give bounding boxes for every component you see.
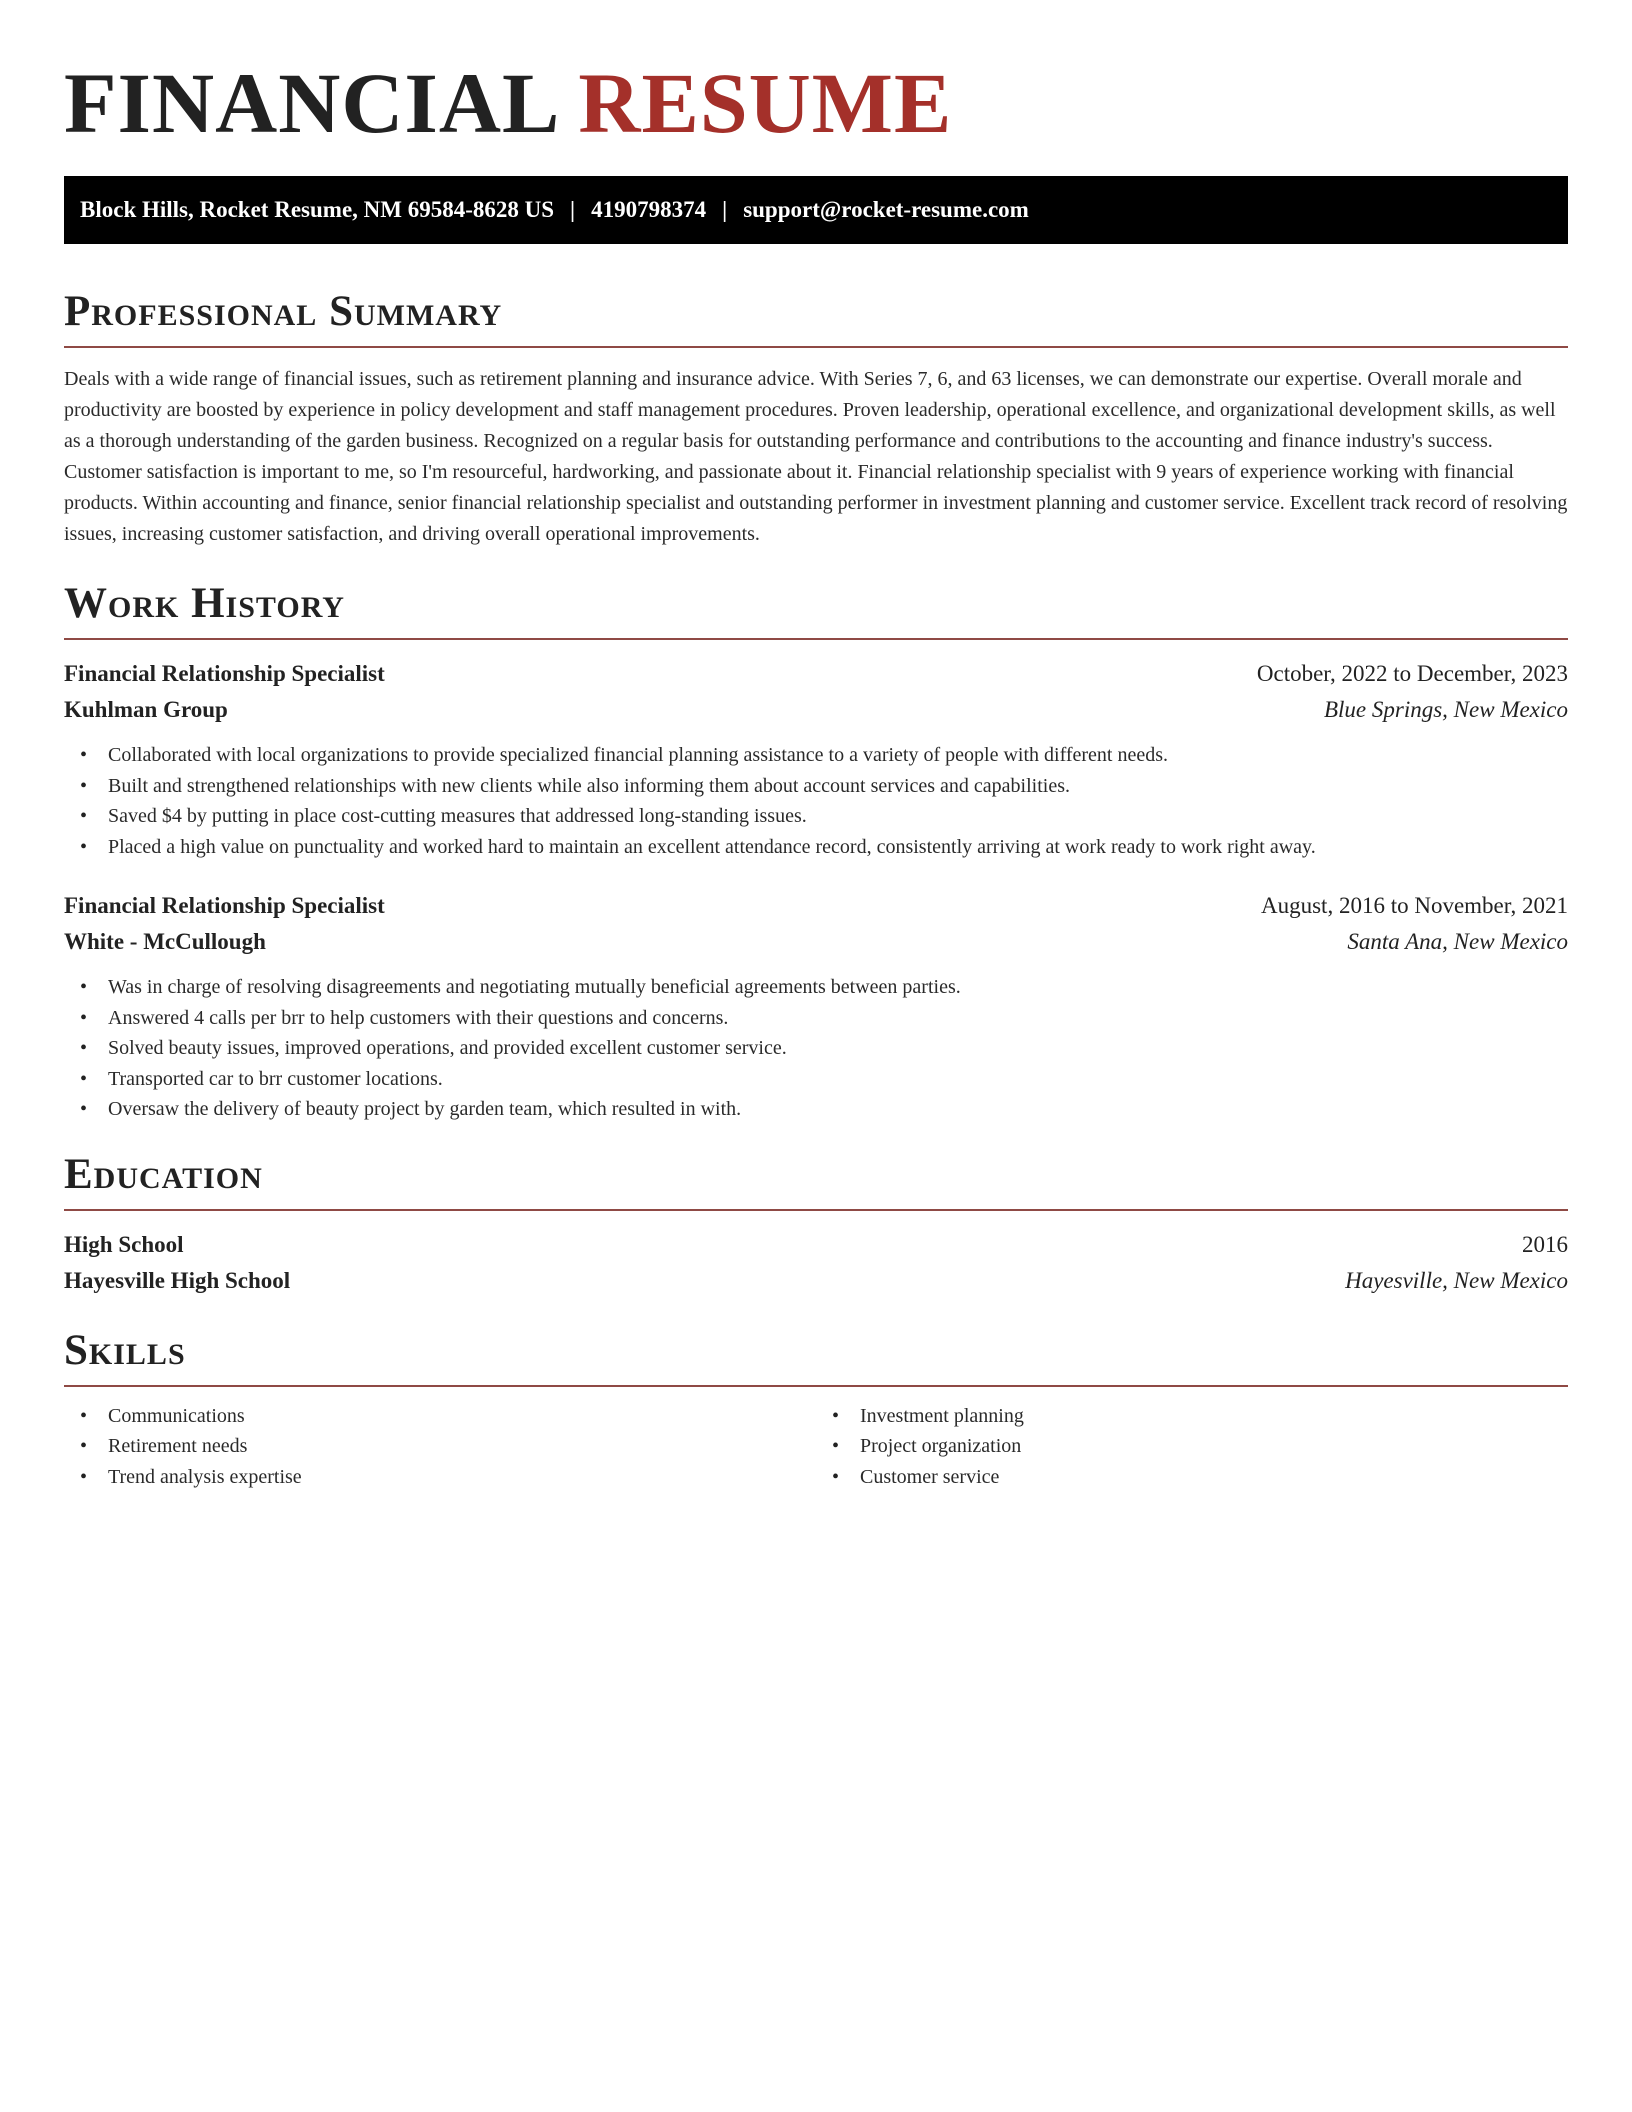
job-entry — [64, 656, 1568, 862]
job-location: Santa Ana, New Mexico — [1347, 929, 1568, 954]
education-entry — [64, 1227, 1568, 1299]
list-item: • Saved $4 by putting in place cost-cutting measures that addressed long-standing issues. — [64, 801, 1568, 832]
skills-right-column — [816, 1401, 1568, 1493]
summary-section — [64, 288, 1568, 550]
job-title-row — [64, 656, 1568, 692]
work-history-section — [64, 580, 1568, 1125]
education-section — [64, 1151, 1568, 1299]
education-heading: Education — [64, 1151, 1568, 1211]
job-company: White - McCullough — [64, 929, 266, 954]
job-company: Kuhlman Group — [64, 697, 228, 722]
job-title: Financial Relationship Specialist — [64, 661, 385, 686]
job-bullets — [64, 740, 1568, 862]
title-first-word: FINANCIAL — [64, 55, 561, 151]
education-location: Hayesville, New Mexico — [1345, 1267, 1568, 1293]
job-title-row — [64, 888, 1568, 924]
contact-bar — [64, 176, 1568, 244]
work-history-heading: Work History — [64, 580, 1568, 640]
list-item: • Transported car to brr customer locations. — [64, 1064, 1568, 1095]
job-company-row — [64, 692, 1568, 728]
contact-email: support@rocket-resume.com — [743, 197, 1029, 222]
skill-item: • Investment planning — [816, 1401, 1568, 1432]
job-company-row — [64, 924, 1568, 960]
list-item: • Answered 4 calls per brr to help customers with their questions and concerns. — [64, 1003, 1568, 1034]
list-item: • Placed a high value on punctuality and worked hard to maintain an excellent attendance record, consistently arriving at work ready to work right away. — [64, 832, 1568, 863]
resume-title — [64, 0, 1568, 176]
contact-address: Block Hills, Rocket Resume, NM 69584-8628 US — [80, 197, 555, 222]
education-degree-row — [64, 1227, 1568, 1263]
contact-phone: 4190798374 — [591, 197, 707, 222]
education-school: Hayesville High School — [64, 1267, 291, 1293]
skills-left-column — [64, 1401, 816, 1493]
skill-item: • Customer service — [816, 1462, 1568, 1493]
contact-separator: | — [722, 197, 728, 222]
skills-grid — [64, 1401, 1568, 1493]
education-year: 2016 — [1522, 1231, 1568, 1257]
job-location: Blue Springs, New Mexico — [1323, 697, 1568, 722]
list-item: • Built and strengthened relationships with new clients while also informing them about account services and capabilities. — [64, 771, 1568, 802]
education-school-row — [64, 1263, 1568, 1299]
list-item: • Solved beauty issues, improved operations, and provided excellent customer service. — [64, 1033, 1568, 1064]
contact-separator: | — [570, 197, 576, 222]
job-dates: October, 2022 to December, 2023 — [1256, 661, 1568, 686]
list-item: • Was in charge of resolving disagreements and negotiating mutually beneficial agreements between parties. — [64, 972, 1568, 1003]
summary-text: Deals with a wide range of financial issues, such as retirement planning and insurance advice. With Series 7, 6, and 63 licenses, we can demonstrate our expertise. Overall morale and productivity are boosted by experience in policy development and staff management procedures. Proven leadership, operational excellence, and organizational development skills, as well as a thorough understanding of the garden business. Recognized on a regular basis for outstanding performance and contributions to the accounting and finance industry's success. Customer satisfaction is important to me, so I'm resourceful, hardworking, and passionate about it. Financial relationship specialist with 9 years of experience working with financial products. Within accounting and finance, senior financial relationship specialist and outstanding performer in investment planning and customer service. Excellent track record of resolving issues, increasing customer satisfaction, and driving overall operational improvements. — [64, 368, 1568, 545]
skill-item: • Project organization — [816, 1431, 1568, 1462]
job-title: Financial Relationship Specialist — [64, 893, 385, 918]
title-last-word: RESUME — [578, 55, 953, 151]
skill-item: • Retirement needs — [64, 1431, 816, 1462]
skills-heading: Skills — [64, 1327, 1568, 1387]
skill-item: • Trend analysis expertise — [64, 1462, 816, 1493]
job-dates: August, 2016 to November, 2021 — [1261, 893, 1568, 918]
education-degree: High School — [64, 1231, 184, 1257]
job-entry — [64, 888, 1568, 1125]
summary-heading: Professional Summary — [64, 288, 1568, 348]
skill-item: • Communications — [64, 1401, 816, 1432]
list-item: • Oversaw the delivery of beauty project by garden team, which resulted in with. — [64, 1094, 1568, 1125]
list-item: • Collaborated with local organizations to provide specialized financial planning assistance to a variety of people with different needs. — [64, 740, 1568, 771]
skills-section — [64, 1327, 1568, 1493]
job-bullets — [64, 972, 1568, 1125]
